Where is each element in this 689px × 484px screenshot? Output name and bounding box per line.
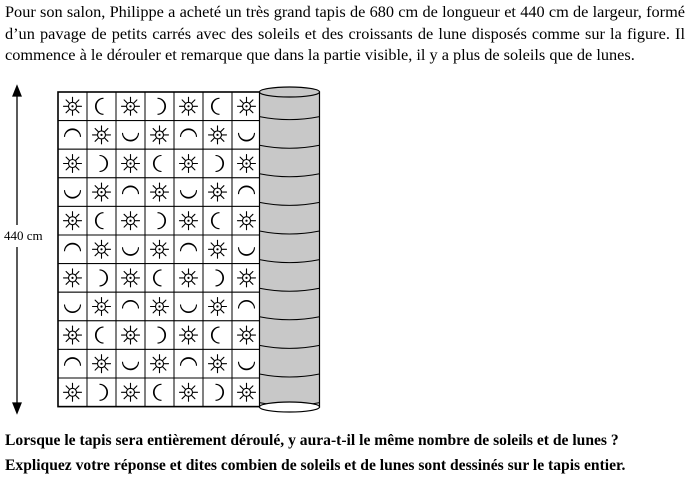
sun-icon bbox=[180, 97, 198, 115]
carpet-tile bbox=[232, 321, 261, 350]
sun-icon bbox=[122, 269, 140, 287]
carpet-tile bbox=[232, 264, 261, 293]
carpet-tile bbox=[87, 292, 116, 321]
sun-icon bbox=[209, 355, 227, 373]
sun-icon bbox=[151, 183, 169, 201]
carpet-tile bbox=[232, 235, 261, 264]
carpet-tile bbox=[58, 378, 87, 407]
sun-icon bbox=[93, 355, 111, 373]
carpet-tile bbox=[174, 378, 203, 407]
carpet-tile bbox=[58, 178, 87, 207]
carpet-tile bbox=[116, 121, 145, 150]
sun-icon bbox=[93, 126, 111, 144]
sun-icon bbox=[238, 97, 256, 115]
carpet-tile bbox=[145, 149, 174, 178]
question-1: Lorsque le tapis sera entièrement déroulé, y aura-t-il le même nombre de soleils et de lunes ? bbox=[5, 432, 619, 449]
carpet-tile bbox=[58, 235, 87, 264]
sun-icon bbox=[209, 126, 227, 144]
carpet-tile bbox=[203, 321, 232, 350]
carpet-tile bbox=[58, 206, 87, 235]
carpet-tile bbox=[203, 206, 232, 235]
sun-icon bbox=[122, 383, 140, 401]
carpet-tile bbox=[232, 92, 261, 121]
carpet-tile bbox=[145, 92, 174, 121]
carpet-tile bbox=[145, 178, 174, 207]
sun-icon bbox=[151, 126, 169, 144]
sun-icon bbox=[209, 240, 227, 258]
carpet-tile bbox=[232, 149, 261, 178]
carpet-tile bbox=[87, 149, 116, 178]
carpet-tile bbox=[87, 178, 116, 207]
sun-icon bbox=[93, 183, 111, 201]
sun-icon bbox=[180, 269, 198, 287]
sun-icon bbox=[180, 212, 198, 230]
carpet-tile bbox=[203, 149, 232, 178]
carpet-tile bbox=[87, 121, 116, 150]
carpet-tile bbox=[87, 264, 116, 293]
carpet-tile bbox=[87, 378, 116, 407]
sun-icon bbox=[151, 298, 169, 316]
carpet-tile bbox=[58, 264, 87, 293]
carpet-tile bbox=[232, 121, 261, 150]
carpet-tile bbox=[116, 349, 145, 378]
carpet-tile bbox=[116, 149, 145, 178]
carpet-tile bbox=[116, 92, 145, 121]
carpet-tile bbox=[203, 349, 232, 378]
carpet-tile bbox=[116, 321, 145, 350]
carpet-tile bbox=[203, 235, 232, 264]
carpet-tile bbox=[58, 92, 87, 121]
carpet-tile bbox=[58, 292, 87, 321]
sun-icon bbox=[151, 240, 169, 258]
sun-icon bbox=[238, 269, 256, 287]
sun-icon bbox=[180, 155, 198, 173]
sun-icon bbox=[151, 355, 169, 373]
dimension-label: 440 cm bbox=[4, 228, 43, 243]
sun-icon bbox=[64, 212, 82, 230]
sun-icon bbox=[122, 326, 140, 344]
carpet-tile bbox=[203, 292, 232, 321]
sun-icon bbox=[180, 383, 198, 401]
carpet-tile bbox=[174, 121, 203, 150]
carpet-tile bbox=[58, 349, 87, 378]
sun-icon bbox=[64, 326, 82, 344]
carpet-tile bbox=[203, 121, 232, 150]
carpet-tile bbox=[232, 178, 261, 207]
carpet-tile bbox=[145, 206, 174, 235]
carpet-tile bbox=[145, 235, 174, 264]
carpet-tile bbox=[232, 349, 261, 378]
carpet-tile bbox=[87, 235, 116, 264]
carpet-tile bbox=[87, 321, 116, 350]
sun-icon bbox=[64, 269, 82, 287]
carpet-tile bbox=[203, 264, 232, 293]
carpet-tile bbox=[174, 149, 203, 178]
sun-icon bbox=[64, 155, 82, 173]
carpet-tile bbox=[174, 292, 203, 321]
carpet-tile bbox=[174, 178, 203, 207]
carpet-tile bbox=[145, 264, 174, 293]
sun-icon bbox=[209, 298, 227, 316]
carpet-tile bbox=[145, 378, 174, 407]
carpet-tile bbox=[203, 378, 232, 407]
carpet-tile bbox=[87, 92, 116, 121]
sun-icon bbox=[238, 326, 256, 344]
sun-icon bbox=[238, 155, 256, 173]
sun-icon bbox=[64, 383, 82, 401]
sun-icon bbox=[64, 97, 82, 115]
carpet-tile bbox=[174, 92, 203, 121]
question-2: Expliquez votre réponse et dites combien de soleils et de lunes sont dessinés sur le tapis entier. bbox=[5, 457, 626, 474]
sun-icon bbox=[180, 326, 198, 344]
carpet-tile bbox=[145, 292, 174, 321]
sun-icon bbox=[122, 212, 140, 230]
carpet-tile bbox=[116, 292, 145, 321]
sun-icon bbox=[209, 183, 227, 201]
carpet-tile bbox=[87, 206, 116, 235]
sun-icon bbox=[93, 298, 111, 316]
carpet-tile bbox=[145, 321, 174, 350]
carpet-tile bbox=[145, 349, 174, 378]
carpet-tile bbox=[174, 206, 203, 235]
carpet-tile bbox=[116, 206, 145, 235]
carpet-tile bbox=[232, 206, 261, 235]
carpet-tile bbox=[232, 378, 261, 407]
sun-icon bbox=[93, 240, 111, 258]
carpet-tile bbox=[174, 264, 203, 293]
carpet-tile bbox=[145, 121, 174, 150]
carpet-tile bbox=[58, 321, 87, 350]
carpet-roll bbox=[260, 87, 320, 412]
carpet-tile bbox=[116, 378, 145, 407]
carpet-tile bbox=[174, 235, 203, 264]
dimension-arrow bbox=[13, 86, 21, 413]
carpet-tile bbox=[203, 178, 232, 207]
sun-icon bbox=[238, 212, 256, 230]
carpet-tile bbox=[232, 292, 261, 321]
carpet-tile bbox=[116, 264, 145, 293]
carpet-tile bbox=[58, 121, 87, 150]
carpet-tile bbox=[116, 178, 145, 207]
carpet-tile bbox=[58, 149, 87, 178]
carpet-tile bbox=[87, 349, 116, 378]
carpet-tile bbox=[116, 235, 145, 264]
carpet-tile bbox=[174, 349, 203, 378]
sun-icon bbox=[122, 155, 140, 173]
sun-icon bbox=[238, 383, 256, 401]
sun-icon bbox=[122, 97, 140, 115]
problem-statement: Pour son salon, Philippe a acheté un très grand tapis de 680 cm de longueur et 440 cm de largeur, formé d’un pavage de petits carrés avec des soleils et des croissants de lune disposés comme sur la figure. Il commence à le dérouler et remarque que dans la partie visible, il y a plus de soleils que de lunes. bbox=[5, 2, 685, 64]
carpet-tile bbox=[174, 321, 203, 350]
carpet-tile bbox=[203, 92, 232, 121]
